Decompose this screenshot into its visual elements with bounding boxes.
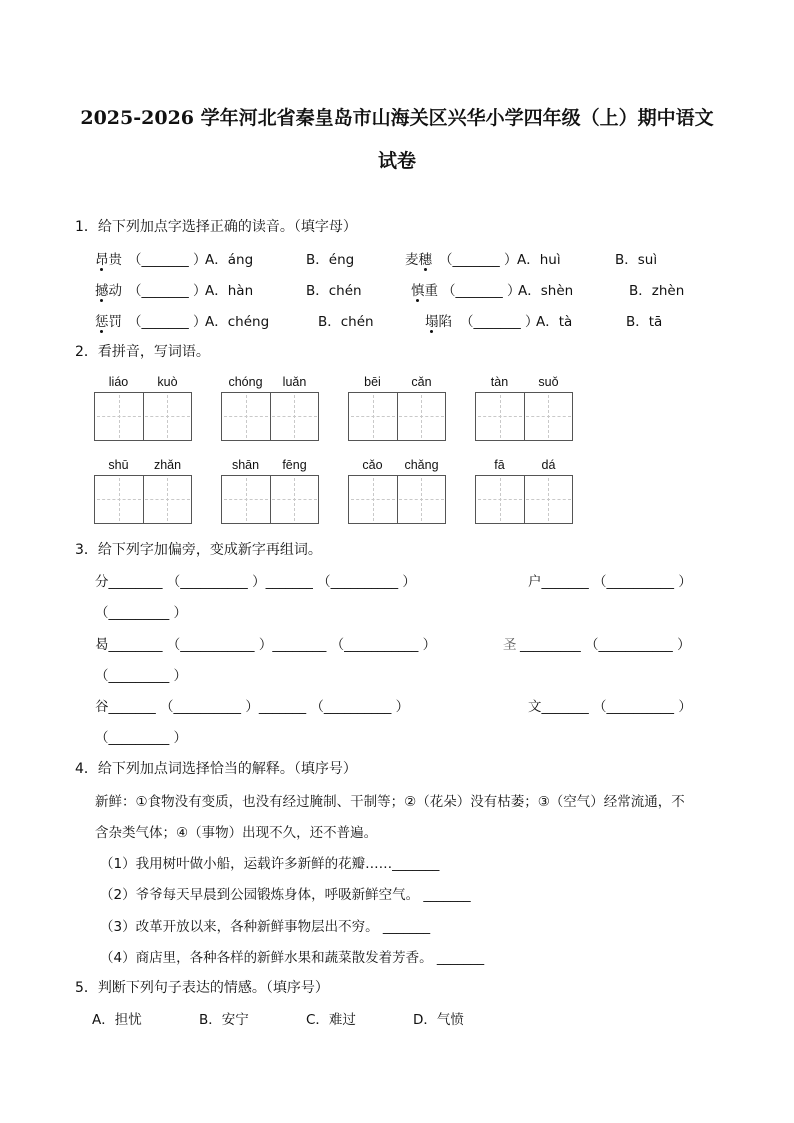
q1-option-b: B．zhèn — [629, 283, 685, 299]
pinyin-label: cǎo — [362, 458, 383, 472]
q3-line[interactable]: （_________ ） — [95, 730, 188, 746]
q1-option-a: A．shèn — [518, 283, 574, 299]
writing-grid[interactable] — [348, 475, 446, 524]
pinyin-label: chǎng — [404, 458, 439, 472]
q1-option-a: A．chéng — [205, 314, 270, 330]
writing-grid[interactable] — [94, 392, 192, 441]
q1-word: 撼动 — [95, 283, 122, 299]
q3-char: 圣 — [503, 637, 517, 653]
pinyin-label: fēng — [282, 458, 307, 472]
q2-heading: 2．看拼音，写词语。 — [75, 344, 210, 360]
q3-line[interactable]: 分________ （__________ ）_______ （__________ ） — [95, 574, 416, 590]
q4-heading: 4．给下列加点词选择恰当的解释。（填序号） — [75, 761, 357, 777]
writing-cell[interactable] — [95, 476, 144, 523]
q1-word: 塌陷 — [425, 314, 452, 330]
writing-cell[interactable] — [270, 393, 319, 440]
writing-cell[interactable] — [222, 393, 271, 440]
q4-item[interactable]: （3）改革开放以来，各种新鲜事物层出不穷。 _______ — [100, 919, 431, 935]
q1-heading: 1．给下列加点字选择正确的读音。（填字母） — [75, 219, 357, 235]
writing-grid[interactable] — [475, 392, 573, 441]
writing-cell[interactable] — [397, 476, 446, 523]
q1-option-b: B．chén — [318, 314, 374, 330]
pinyin-label: shū — [108, 458, 129, 472]
q5-option: C．难过 — [306, 1012, 356, 1028]
pinyin-label: fā — [494, 458, 505, 472]
q1-blank[interactable]: （_______ ） — [442, 283, 521, 299]
q3-line[interactable]: _________ （___________ ） — [520, 637, 691, 653]
writing-cell[interactable] — [397, 393, 446, 440]
writing-grid[interactable] — [221, 392, 319, 441]
writing-cell[interactable] — [143, 476, 192, 523]
q5-heading: 5．判断下列句子表达的情感。（填序号） — [75, 980, 329, 996]
pinyin-label: shān — [231, 458, 260, 472]
pinyin-label: cǎn — [411, 375, 432, 389]
q3-line[interactable]: 曷________ （___________ ）________ （___________ ） — [95, 637, 437, 653]
q4-item[interactable]: （1）我用树叶做小船，运载许多新鲜的花瓣……_______ — [100, 856, 440, 872]
q1-option-a: A．áng — [205, 252, 254, 268]
q4-definition: 含杂类气体；④（事物）出现不久，还不普遍。 — [95, 825, 378, 841]
pinyin-label: bēi — [364, 375, 381, 389]
q5-option: D．气愤 — [413, 1012, 464, 1028]
q1-blank[interactable]: （_______ ） — [128, 283, 207, 299]
q1-word: 惩罚 — [95, 314, 122, 330]
q1-blank[interactable]: （_______ ） — [460, 314, 539, 330]
writing-cell[interactable] — [95, 393, 144, 440]
writing-grid[interactable] — [475, 475, 573, 524]
writing-cell[interactable] — [222, 476, 271, 523]
q4-item[interactable]: （2）爷爷每天早晨到公园锻炼身体，呼吸新鲜空气。 _______ — [100, 887, 471, 903]
writing-cell[interactable] — [349, 393, 398, 440]
q4-definition: 新鲜：①食物没有变质，也没有经过腌制、干制等；②（花朵）没有枯萎；③（空气）经常流通，不 — [95, 794, 685, 810]
writing-cell[interactable] — [524, 476, 573, 523]
q1-option-a: A．hàn — [205, 283, 254, 299]
writing-cell[interactable] — [270, 476, 319, 523]
q1-blank[interactable]: （_______ ） — [439, 252, 518, 268]
q3-heading: 3．给下列字加偏旁，变成新字再组词。 — [75, 542, 322, 558]
pinyin-label: kuò — [157, 375, 178, 389]
q1-option-b: B．chén — [306, 283, 362, 299]
q3-line[interactable]: （_________ ） — [95, 605, 188, 621]
q1-blank[interactable]: （_______ ） — [128, 252, 207, 268]
pinyin-label: zhǎn — [153, 458, 182, 472]
writing-cell[interactable] — [476, 476, 525, 523]
pinyin-label: suǒ — [538, 375, 559, 389]
q3-line[interactable]: 谷_______ （__________ ）_______ （__________ ） — [95, 699, 410, 715]
writing-cell[interactable] — [476, 393, 525, 440]
writing-cell[interactable] — [143, 393, 192, 440]
writing-grid[interactable] — [94, 475, 192, 524]
q1-blank[interactable]: （_______ ） — [128, 314, 207, 330]
pinyin-label: chóng — [228, 375, 263, 389]
q1-option-a: A．huì — [517, 252, 561, 268]
writing-cell[interactable] — [524, 393, 573, 440]
writing-grid[interactable] — [348, 392, 446, 441]
q3-line[interactable]: 文_______ （__________ ） — [528, 699, 692, 715]
page-title: 2025-2026 学年河北省秦皇岛市山海关区兴华小学四年级（上）期中语文 — [80, 107, 714, 129]
page-title-line2: 试卷 — [377, 150, 416, 172]
q3-line[interactable]: （_________ ） — [95, 668, 188, 684]
q1-word: 慎重 — [411, 283, 438, 299]
q1-option-b: B．tā — [626, 314, 663, 330]
q4-item[interactable]: （4）商店里，各种各样的新鲜水果和蔬菜散发着芳香。 _______ — [100, 950, 485, 966]
pinyin-label: liáo — [108, 375, 129, 389]
q1-word: 昂贵 — [95, 252, 122, 268]
pinyin-label: tàn — [490, 375, 509, 389]
pinyin-label: dá — [541, 458, 556, 472]
q5-option: A．担忧 — [92, 1012, 142, 1028]
q1-word: 麦穗 — [405, 252, 432, 268]
q5-option: B．安宁 — [199, 1012, 249, 1028]
q3-line[interactable]: 户_______ （__________ ） — [528, 574, 692, 590]
pinyin-label: luǎn — [282, 375, 307, 389]
q1-option-b: B．suì — [615, 252, 658, 268]
q1-option-b: B．éng — [306, 252, 355, 268]
writing-cell[interactable] — [349, 476, 398, 523]
writing-grid[interactable] — [221, 475, 319, 524]
q1-option-a: A．tà — [536, 314, 573, 330]
